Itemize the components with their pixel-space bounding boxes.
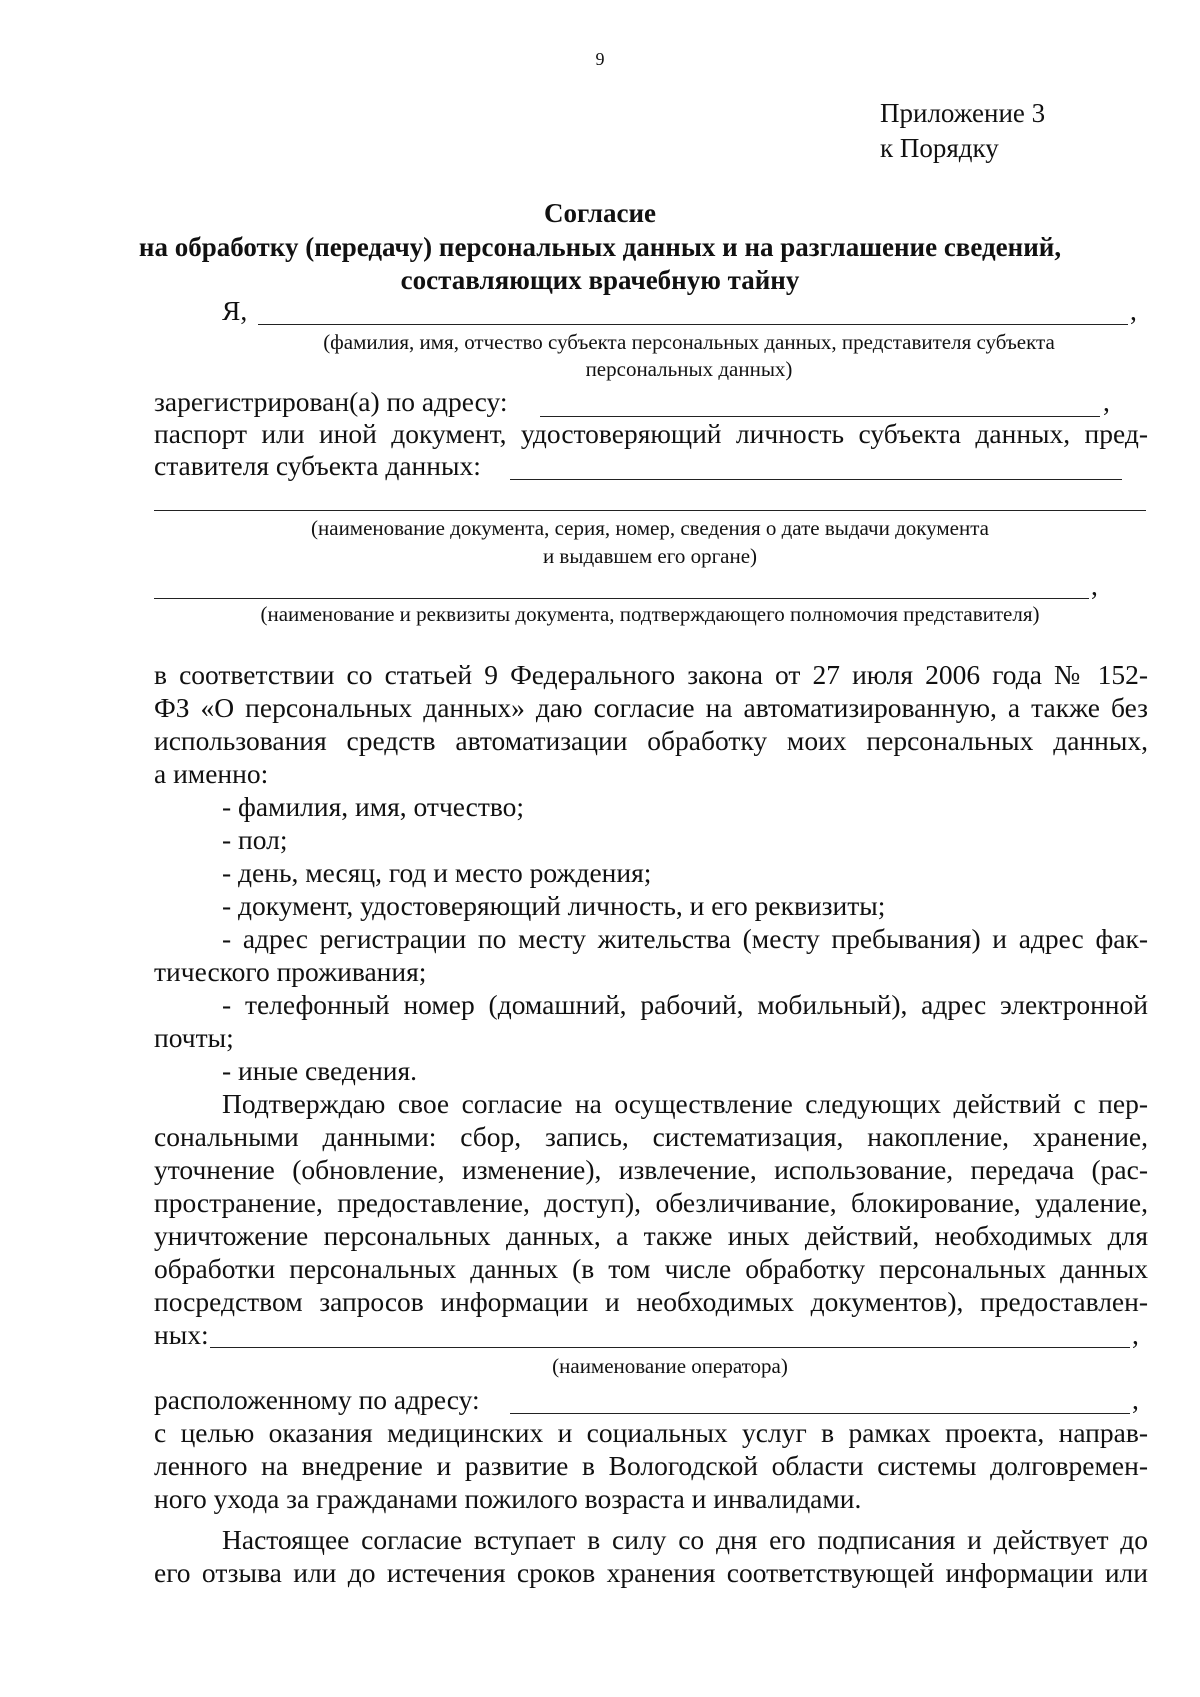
operator-blank-line[interactable]	[210, 1347, 1130, 1348]
list-item: - иные сведения.	[222, 1055, 418, 1086]
located-label: расположенному по адресу:	[154, 1384, 480, 1415]
list-item: - пол;	[222, 824, 288, 855]
para1-line-4: а именно:	[154, 758, 269, 789]
page-number: 9	[595, 49, 605, 69]
list-item: - телефонный номер (домашний, рабочий, мобильный), адрес электронной	[222, 989, 1148, 1020]
located-comma: ,	[1132, 1384, 1139, 1415]
fio-hint-line-2: персональных данных)	[585, 357, 793, 381]
address-comma: ,	[1103, 386, 1110, 417]
document-subtitle-line-1: на обработку (передачу) персональных данных и на разглашение сведений,	[138, 232, 1062, 262]
appendix-reference: к Порядку	[880, 133, 999, 163]
para2-line-8: ных:	[154, 1319, 209, 1350]
para1-line-2: ФЗ «О персональных данных» даю согласие на автоматизированную, а также без	[154, 692, 1148, 723]
fio-blank-line[interactable]	[258, 324, 1128, 325]
list-item-continuation: почты;	[154, 1022, 234, 1053]
document-title: Согласие	[543, 198, 657, 228]
passport-blank-line-1[interactable]	[510, 479, 1122, 480]
para2-line-5: уничтожение персональных данных, а также иных действий, необходимых для	[154, 1220, 1148, 1251]
para2-line-4: пространение, предоставление, доступ), обезличивание, блокирование, удаление,	[154, 1187, 1148, 1218]
fio-comma: ,	[1130, 295, 1137, 326]
document-hint-line-1: (наименование документа, серия, номер, сведения о дате выдачи документа	[311, 516, 989, 540]
list-item: - день, месяц, год и место рождения;	[222, 857, 652, 888]
list-item-continuation: тического проживания;	[154, 956, 427, 987]
passport-line-2: ставителя субъекта данных:	[154, 450, 481, 481]
para3-line-3: ного ухода за гражданами пожилого возраста и инвалидами.	[154, 1483, 862, 1514]
fio-hint-line-1: (фамилия, имя, отчество субъекта персональных данных, представителя субъекта	[323, 330, 1055, 354]
para2-line-2: сональными данными: сбор, запись, систематизация, накопление, хранение,	[154, 1121, 1148, 1152]
para4-line-1: Настоящее согласие вступает в силу со дня его подписания и действует до	[222, 1524, 1148, 1555]
representative-comma: ,	[1091, 570, 1098, 601]
para3-line-2: ленного на внедрение и развитие в Вологодской области системы долговремен-	[154, 1450, 1148, 1481]
passport-blank-line-2[interactable]	[154, 510, 1146, 511]
para2-line-7: посредством запросов информации и необходимых документов), предоставлен-	[154, 1286, 1148, 1317]
para2-line-1: Подтверждаю свое согласие на осуществление следующих действий с пер-	[222, 1088, 1148, 1119]
operator-address-blank-line[interactable]	[510, 1413, 1130, 1414]
registered-label: зарегистрирован(а) по адресу:	[154, 386, 508, 417]
para1-line-3: использования средств автоматизации обработку моих персональных данных,	[154, 725, 1148, 756]
para2-line-6: обработки персональных данных (в том числе обработку персональных данных	[154, 1253, 1148, 1284]
list-item: - адрес регистрации по месту жительства (месту пребывания) и адрес фак-	[222, 923, 1148, 954]
para1-line-1: в соответствии со статьей 9 Федерального закона от 27 июля 2006 года № 152-	[154, 659, 1148, 690]
document-hint-line-2: и выдавшем его органе)	[542, 544, 758, 568]
para3-line-1: с целью оказания медицинских и социальных услуг в рамках проекта, направ-	[154, 1417, 1148, 1448]
passport-line-1: паспорт или иной документ, удостоверяющий личность субъекта данных, пред-	[154, 418, 1148, 449]
representative-blank-line[interactable]	[154, 598, 1089, 599]
para2-line-3: уточнение (обновление, изменение), извлечение, использование, передача (рас-	[154, 1154, 1148, 1185]
appendix-number: Приложение 3	[880, 98, 1046, 128]
operator-comma: ,	[1132, 1319, 1139, 1350]
para4-line-2: его отзыва или до истечения сроков хранения соответствующей информации или	[154, 1557, 1148, 1588]
representative-hint: (наименование и реквизиты документа, подтверждающего полномочия представителя)	[260, 602, 1040, 626]
operator-hint: (наименование оператора)	[552, 1354, 788, 1378]
i-label: Я,	[222, 295, 248, 326]
list-item: - документ, удостоверяющий личность, и его реквизиты;	[222, 890, 886, 921]
list-item: - фамилия, имя, отчество;	[222, 791, 525, 822]
address-blank-line[interactable]	[540, 416, 1100, 417]
document-subtitle-line-2: составляющих врачебную тайну	[400, 265, 800, 295]
